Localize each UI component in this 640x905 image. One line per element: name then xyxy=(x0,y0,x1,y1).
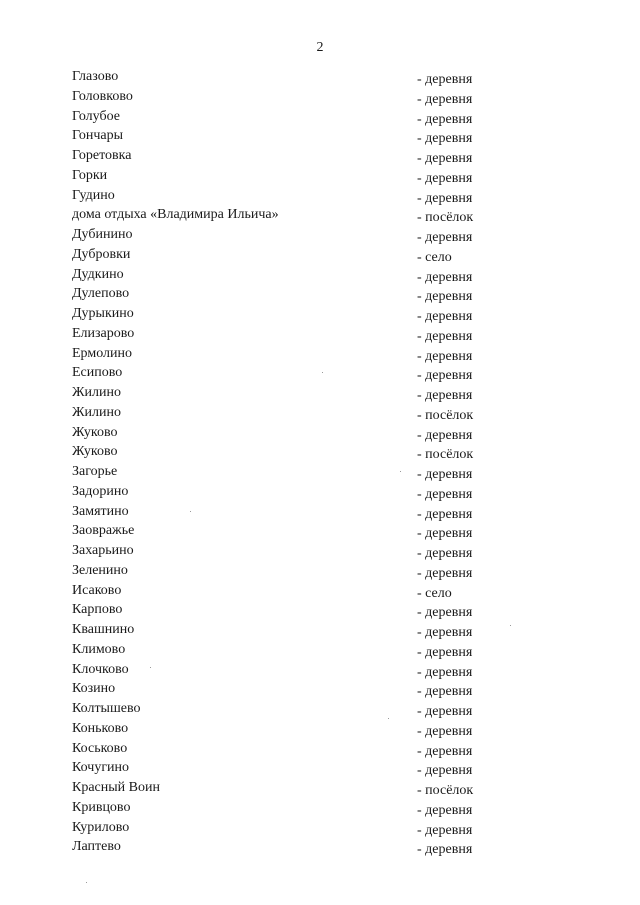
list-item xyxy=(0,225,640,245)
settlement-name: Жилино xyxy=(72,385,122,400)
settlement-type: - деревня xyxy=(417,91,473,107)
settlement-type: - деревня xyxy=(417,526,473,542)
settlement-type: - деревня xyxy=(417,111,473,127)
settlement-name: Колтышево xyxy=(72,701,141,716)
list-item xyxy=(0,186,640,206)
settlement-name: Жуково xyxy=(72,424,118,440)
settlement-type: - деревня xyxy=(417,230,473,245)
list-item xyxy=(0,482,640,502)
list-item xyxy=(0,699,640,719)
list-item xyxy=(0,284,640,304)
settlement-name: Кривцово xyxy=(72,799,131,815)
list-item xyxy=(0,462,640,482)
settlement-name: Горетовка xyxy=(72,148,132,163)
list-item xyxy=(0,521,640,541)
settlement-type: - деревня xyxy=(417,269,473,285)
scan-speck xyxy=(150,667,151,668)
list-item xyxy=(0,87,640,107)
settlement-type: - деревня xyxy=(417,467,473,482)
settlement-name: Ермолино xyxy=(72,345,132,361)
settlement-type: - село xyxy=(417,585,452,601)
settlement-type: - деревня xyxy=(417,842,473,858)
settlement-name: Дурыкино xyxy=(72,306,134,321)
settlement-type: - деревня xyxy=(417,170,473,186)
settlement-type: - деревня xyxy=(417,802,473,818)
settlement-type: - деревня xyxy=(417,684,473,700)
list-item xyxy=(0,581,640,601)
settlement-type: - деревня xyxy=(417,743,473,759)
settlement-name: дома отдыха «Владимира Ильича» xyxy=(72,207,279,223)
scan-speck xyxy=(400,471,401,472)
list-item xyxy=(0,126,640,146)
list-item xyxy=(0,146,640,166)
settlement-name: Гончары xyxy=(72,128,124,144)
settlement-name: Зеленино xyxy=(72,562,128,578)
settlement-name: Елизарово xyxy=(72,325,135,341)
settlement-type: - посёлок xyxy=(417,783,474,798)
settlement-type: - село xyxy=(417,249,452,265)
settlement-name: Коськово xyxy=(72,740,128,756)
settlement-name: Клочково xyxy=(72,661,129,677)
list-item xyxy=(0,719,640,739)
settlement-name: Исаково xyxy=(72,582,122,598)
settlement-type: - деревня xyxy=(417,644,473,660)
settlement-type: - деревня xyxy=(417,605,473,621)
settlement-type: - деревня xyxy=(417,763,473,779)
settlement-name: Карпово xyxy=(72,602,123,618)
settlement-type: - деревня xyxy=(417,565,473,581)
settlement-name: Гудино xyxy=(72,187,115,203)
settlement-name: Жилино xyxy=(72,404,122,420)
list-item xyxy=(0,107,640,127)
settlement-name: Дулепово xyxy=(72,286,130,302)
list-item xyxy=(0,205,640,225)
scan-speck xyxy=(190,511,191,512)
list-item xyxy=(0,758,640,778)
settlement-type: - деревня xyxy=(417,348,473,364)
settlement-name: Курилово xyxy=(72,819,130,835)
settlement-name: Козино xyxy=(72,681,116,697)
settlement-type: - деревня xyxy=(417,309,473,324)
list-item xyxy=(0,620,640,640)
settlement-type: - посёлок xyxy=(417,210,474,226)
settlement-type: - деревня xyxy=(417,664,473,680)
list-item xyxy=(0,403,640,423)
settlement-name: Жуково xyxy=(72,444,118,460)
settlement-name: Дубинино xyxy=(72,227,133,242)
settlement-name: Есипово xyxy=(72,365,123,381)
settlement-name: Квашнино xyxy=(72,622,135,637)
list-item xyxy=(0,363,640,383)
settlement-type: - деревня xyxy=(417,506,473,522)
scan-speck xyxy=(388,718,389,719)
list-item xyxy=(0,265,640,285)
settlement-type: - деревня xyxy=(417,368,473,384)
list-item xyxy=(0,541,640,561)
list-item xyxy=(0,660,640,680)
list-item xyxy=(0,798,640,818)
settlement-name: Коньково xyxy=(72,720,129,736)
settlement-list xyxy=(0,67,640,857)
list-item xyxy=(0,818,640,838)
settlement-name: Голубое xyxy=(72,108,120,124)
settlement-type: - деревня xyxy=(417,328,473,344)
settlement-name: Загорье xyxy=(72,464,118,479)
settlement-type: - деревня xyxy=(417,151,473,166)
settlement-name: Замятино xyxy=(72,503,129,519)
settlement-type: - деревня xyxy=(417,822,473,838)
settlement-name: Климово xyxy=(72,641,126,657)
settlement-type: - деревня xyxy=(417,546,473,561)
list-item xyxy=(0,245,640,265)
list-item xyxy=(0,561,640,581)
settlement-name: Дудкино xyxy=(72,266,124,282)
settlement-type: - деревня xyxy=(417,427,473,443)
list-item xyxy=(0,679,640,699)
settlement-type: - деревня xyxy=(417,190,473,206)
settlement-type: - деревня xyxy=(417,704,473,719)
list-item xyxy=(0,383,640,403)
settlement-name: Головково xyxy=(72,88,133,104)
list-item xyxy=(0,442,640,462)
list-item xyxy=(0,304,640,324)
settlement-type: - посёлок xyxy=(417,447,474,463)
list-item xyxy=(0,739,640,759)
list-item xyxy=(0,640,640,660)
scan-speck xyxy=(86,882,87,883)
settlement-type: - деревня xyxy=(417,289,473,305)
scan-speck xyxy=(510,625,511,626)
settlement-name: Задорино xyxy=(72,483,129,499)
settlement-name: Дубровки xyxy=(72,246,131,262)
list-item xyxy=(0,324,640,344)
settlement-type: - посёлок xyxy=(417,407,474,423)
settlement-type: - деревня xyxy=(417,388,473,403)
settlement-name: Красный Воин xyxy=(72,780,160,795)
settlement-type: - деревня xyxy=(417,131,473,147)
settlement-name: Заовражье xyxy=(72,523,135,539)
settlement-type: - деревня xyxy=(417,72,473,87)
settlement-type: - деревня xyxy=(417,625,473,640)
settlement-name: Горки xyxy=(72,167,108,183)
list-item xyxy=(0,67,640,87)
settlement-type: - деревня xyxy=(417,486,473,502)
settlement-name: Захарьино xyxy=(72,543,134,558)
settlement-name: Глазово xyxy=(72,69,119,84)
scan-speck xyxy=(322,372,323,373)
settlement-type: - деревня xyxy=(417,723,473,739)
list-item xyxy=(0,502,640,522)
page-number: 2 xyxy=(316,40,324,55)
list-item xyxy=(0,166,640,186)
settlement-name: Лаптево xyxy=(72,839,121,855)
list-item xyxy=(0,778,640,798)
list-item xyxy=(0,837,640,857)
list-item xyxy=(0,344,640,364)
list-item xyxy=(0,600,640,620)
list-item xyxy=(0,423,640,443)
settlement-name: Кочугино xyxy=(72,760,130,776)
